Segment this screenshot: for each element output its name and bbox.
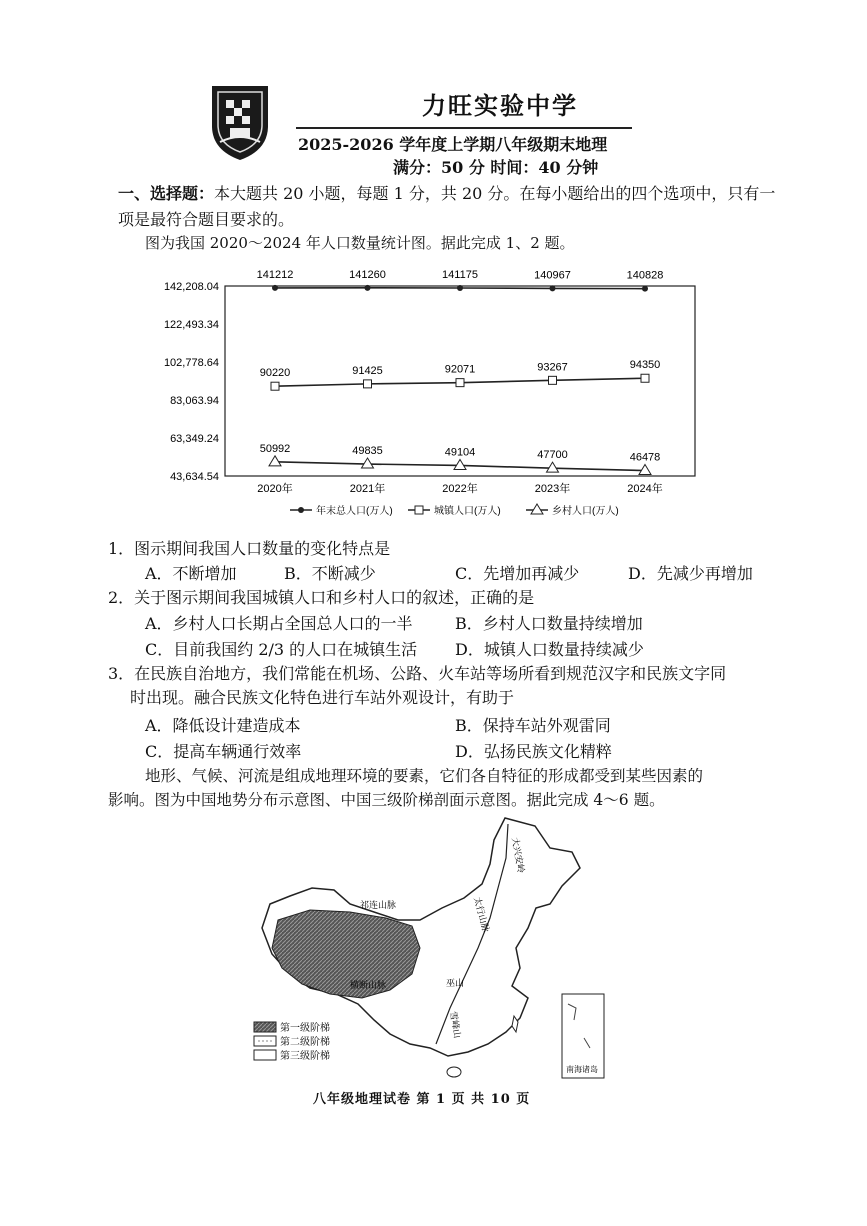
data-point xyxy=(365,285,371,291)
q2-option-c[interactable]: C．目前我国约 2/3 的人口在城镇生活 xyxy=(145,640,418,659)
data-point xyxy=(457,285,463,291)
y-tick-label: 43,634.54 xyxy=(170,471,219,483)
data-point xyxy=(641,374,649,382)
data-point xyxy=(639,465,651,475)
legend-label-2: 乡村人口(万人) xyxy=(552,506,619,517)
x-tick-label: 2020年 xyxy=(257,483,293,495)
x-tick-label: 2022年 xyxy=(442,483,478,495)
data-label: 90220 xyxy=(259,367,291,380)
data-label: 141175 xyxy=(442,268,478,281)
q1-option-d[interactable]: D．先减少再增加 xyxy=(628,564,753,583)
label-wushan: 巫山 xyxy=(446,978,465,988)
intro-q4-6-line1: 地形、气候、河流是组成地理环境的要素，它们各自特征的形成都受到某些因素的 xyxy=(145,767,704,785)
q2-option-d[interactable]: D．城镇人口数量持续减少 xyxy=(455,640,644,659)
y-tick-label: 122,493.34 xyxy=(163,319,219,331)
legend-label-1: 城镇人口(万人) xyxy=(434,506,501,517)
section-heading: 一、选择题： xyxy=(118,184,215,203)
section-instruction xyxy=(118,181,780,233)
q1-option-c[interactable]: C．先增加再减少 xyxy=(455,564,580,583)
data-point xyxy=(269,456,281,466)
school-name: 力旺实验中学 xyxy=(422,91,578,120)
data-point xyxy=(272,285,278,291)
legend-marker xyxy=(531,504,543,514)
data-label: 91425 xyxy=(352,364,383,377)
map-legend xyxy=(254,1021,330,1062)
label-taihang: 太行山脉 xyxy=(472,895,492,934)
title-rule xyxy=(296,127,632,129)
x-tick-label: 2021年 xyxy=(349,483,386,495)
data-label: 93267 xyxy=(537,361,568,374)
data-point xyxy=(456,379,464,387)
data-point xyxy=(271,382,279,390)
data-label: 92071 xyxy=(444,363,476,376)
x-tick-label: 2024年 xyxy=(627,483,663,495)
nanhai-inset xyxy=(562,994,604,1078)
data-label: 140967 xyxy=(534,269,571,282)
data-label: 47700 xyxy=(537,449,568,462)
data-label: 50992 xyxy=(259,442,291,455)
q2-option-b[interactable]: B．乡村人口数量持续增加 xyxy=(455,614,643,633)
exam-meta: 满分：50 分 时间：40 分钟 xyxy=(393,158,599,177)
exam-title: 2025-2026 学年度上学期八年级期末地理 xyxy=(298,135,608,154)
label-xuefeng: 雪峰山 xyxy=(448,1010,463,1039)
question-3-stem-line1: 3．在民族自治地方，我们常能在机场、公路、火车站等场所看到规范汉字和民族文字同 xyxy=(108,664,727,683)
population-chart xyxy=(150,262,710,534)
y-tick-label: 83,063.94 xyxy=(170,395,219,407)
data-point xyxy=(364,380,372,388)
q1-option-b[interactable]: B．不断减少 xyxy=(284,564,376,583)
question-1-stem: 1．图示期间我国人口数量的变化特点是 xyxy=(108,539,391,558)
data-label: 94350 xyxy=(629,359,661,372)
x-tick-label: 2023年 xyxy=(534,483,571,495)
q3-option-a[interactable]: A．降低设计建造成本 xyxy=(145,716,301,735)
label-nanhai: 南海诸岛 xyxy=(566,1065,598,1074)
school-emblem xyxy=(206,80,274,164)
legend-step-three: 第三级阶梯 xyxy=(280,1051,330,1062)
data-label: 49835 xyxy=(352,445,383,458)
intro-q4-6-line2: 影响。图为中国地势分布示意图、中国三级阶梯剖面示意图。据此完成 4～6 题。 xyxy=(108,791,665,809)
data-point xyxy=(549,376,557,384)
data-label: 46478 xyxy=(629,451,661,464)
legend-marker xyxy=(415,506,423,514)
data-point xyxy=(547,462,559,472)
section-text: 本大题共 20 小题，每题 1 分，共 20 分。在每小题给出的四个选项中，只有一项是最符合题目要求的。 xyxy=(118,184,776,229)
legend-label-0: 年末总人口(万人) xyxy=(316,506,393,517)
data-point xyxy=(550,285,556,291)
data-point xyxy=(454,459,466,469)
hainan-island xyxy=(447,1067,461,1077)
q3-option-b[interactable]: B．保持车站外观雷同 xyxy=(455,716,611,735)
y-tick-label: 142,208.04 xyxy=(163,281,219,293)
data-label: 49104 xyxy=(444,446,476,459)
q3-option-c[interactable]: C．提高车辆通行效率 xyxy=(145,742,302,761)
question-3-stem-line2: 时出现。融合民族文化特色进行车站外观设计，有助于 xyxy=(130,688,515,707)
q2-option-a[interactable]: A．乡村人口长期占全国总人口的一半 xyxy=(145,614,413,633)
question-2-stem: 2．关于图示期间我国城镇人口和乡村人口的叙述，正确的是 xyxy=(108,588,535,607)
y-tick-label: 102,778.64 xyxy=(163,357,219,369)
tibet-plateau xyxy=(272,910,420,998)
page-footer: 八年级地理试卷 第 1 页 共 10 页 xyxy=(313,1092,531,1107)
label-hengduan: 横断山脉 xyxy=(350,980,387,990)
q3-option-d[interactable]: D．弘扬民族文化精粹 xyxy=(455,742,612,761)
data-point xyxy=(642,286,648,292)
label-qilian: 祁连山脉 xyxy=(360,900,397,910)
data-label: 140828 xyxy=(626,269,664,282)
y-tick-label: 63,349.24 xyxy=(170,433,219,445)
china-terrain-map xyxy=(250,808,620,1088)
legend-step-two: 第二级阶梯 xyxy=(280,1037,330,1048)
data-label: 141212 xyxy=(256,268,294,281)
label-daxinganling: 大兴安岭 xyxy=(510,836,527,874)
data-label: 141260 xyxy=(349,268,386,281)
intro-q1-2: 图为我国 2020～2024 年人口数量统计图。据此完成 1、2 题。 xyxy=(145,234,575,252)
data-point xyxy=(362,458,374,468)
legend-step-one: 第一级阶梯 xyxy=(280,1023,330,1034)
legend-marker xyxy=(298,507,304,513)
q1-option-a[interactable]: A．不断增加 xyxy=(145,564,237,583)
